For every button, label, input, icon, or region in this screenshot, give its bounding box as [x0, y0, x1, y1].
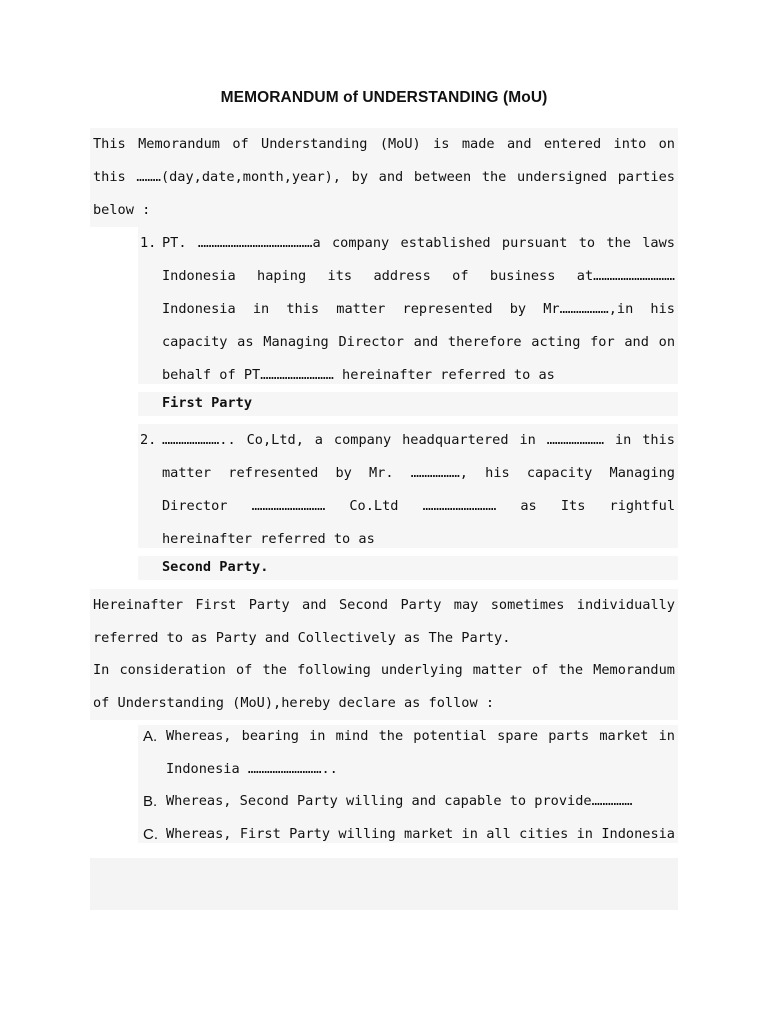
- party-1-line-1: PT. ……………………………………a company established pursuant to the laws: [162, 235, 675, 251]
- consideration-line-1: In consideration of the following underlying matter of the Memorandum: [93, 662, 675, 678]
- intro-paragraph: [90, 128, 678, 227]
- intro-line-2: this ………(day,date,month,year), by and between the undersigned parties: [93, 169, 675, 185]
- whereas-c-line-1: Whereas, First Party willing market in all cities in Indonesia: [166, 826, 675, 842]
- whereas-a: [138, 720, 678, 786]
- whereas-a-line-1: Whereas, bearing in mind the potential spare parts market in: [166, 728, 675, 744]
- party-1-line-5: behalf of PT……………………… hereinafter referred to as: [162, 367, 555, 383]
- party-1-paragraph: [138, 227, 678, 392]
- party-1-line-2: Indonesia haping its address of business at…………………………: [162, 268, 675, 284]
- party-2-line-3: Director ……………………… Co.Ltd ……………………… as Its rightful: [162, 498, 675, 514]
- party-2-line-2: matter refresented by Mr. ………………, his capacity Managing: [162, 465, 675, 481]
- party-1-line-4: capacity as Managing Director and therefore acting for and on: [162, 334, 675, 350]
- party-2-number: 2.: [140, 432, 157, 448]
- intro-line-1: This Memorandum of Understanding (MoU) is made and entered into on: [93, 136, 675, 152]
- party-1-line-3: Indonesia in this matter represented by Mr………………,in his: [162, 301, 675, 317]
- whereas-b-letter: B.: [143, 793, 158, 810]
- whereas-c: [138, 818, 678, 851]
- empty-text-box: [90, 858, 678, 910]
- whereas-b-line-1: Whereas, Second Party willing and capable to provide……………: [166, 793, 633, 809]
- intro-line-3: below :: [93, 202, 151, 218]
- collective-paragraph: [90, 589, 678, 655]
- party-1-number: 1.: [140, 235, 157, 251]
- collective-line-1: Hereinafter First Party and Second Party may sometimes individually: [93, 597, 675, 613]
- first-party-label-text: First Party: [162, 395, 253, 411]
- party-2-paragraph: [138, 424, 678, 556]
- second-party-label: [138, 556, 678, 580]
- consideration-paragraph: [90, 654, 678, 720]
- consideration-line-2: of Understanding (MoU),hereby declare as follow :: [93, 695, 495, 711]
- whereas-b: [138, 785, 678, 818]
- whereas-a-line-2: Indonesia ………………………..: [166, 761, 338, 777]
- first-party-label: [138, 392, 678, 416]
- document-title: MEMORANDUM of UNDERSTANDING (MoU): [220, 89, 548, 106]
- whereas-a-letter: A.: [143, 728, 158, 745]
- party-2-line-1: ………………….. Co,Ltd, a company headquartered in ………………… in this: [162, 432, 675, 448]
- second-party-label-text: Second Party.: [162, 559, 269, 575]
- party-2-line-4: hereinafter referred to as: [162, 531, 375, 547]
- collective-line-2: referred to as Party and Collectively as The Party.: [93, 630, 511, 646]
- whereas-c-letter: C.: [143, 826, 158, 843]
